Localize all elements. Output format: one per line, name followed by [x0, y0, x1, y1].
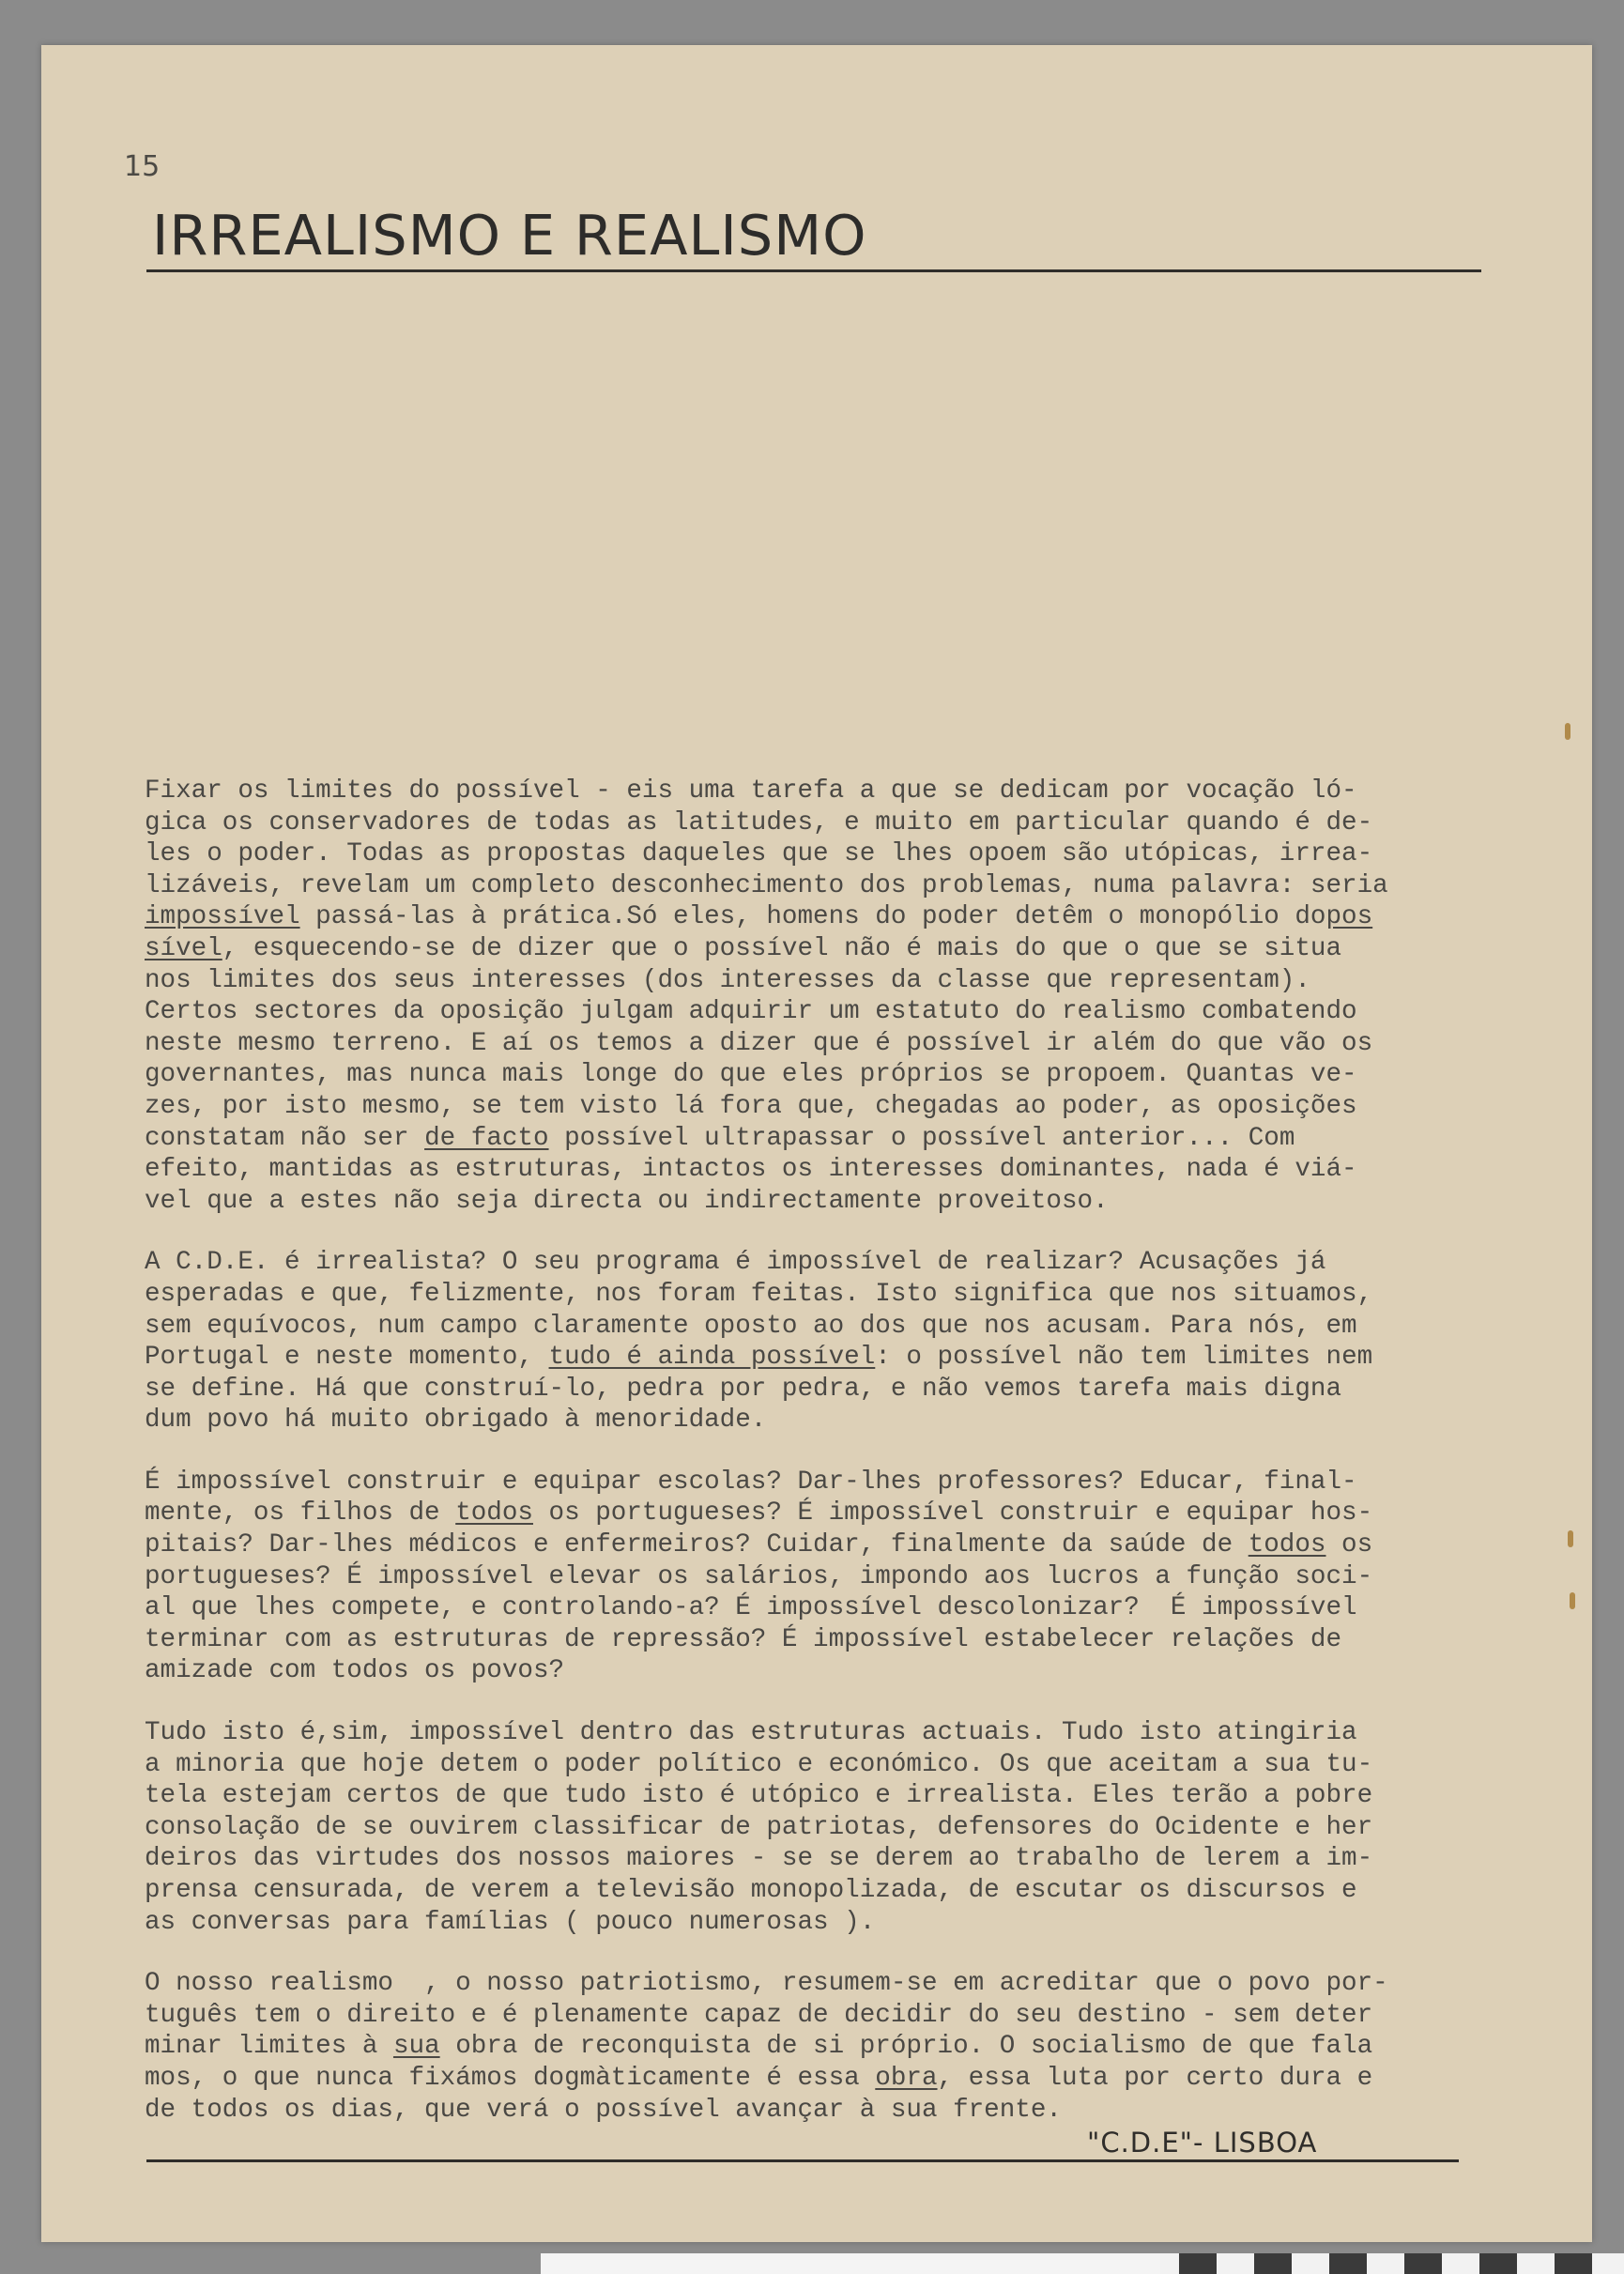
text-line — [145, 2063, 1478, 2095]
text-line — [145, 1498, 1478, 1529]
text-segment: les o poder. Todas as propostas daqueles que se lhes opoem são utópicas, irrea- — [145, 839, 1373, 869]
text-segment: obra de reconquista de si próprio. O socialismo de que fala — [439, 2032, 1373, 2062]
text-segment: prensa censurada, de verem a televisão monopolizada, de escutar os discursos e — [145, 1876, 1357, 1905]
text-segment: os — [1325, 1530, 1373, 1560]
text-line — [145, 1529, 1478, 1561]
underlined-text: sua — [392, 2032, 440, 2062]
text-segment: Tudo isto é,sim, impossível dentro das estruturas actuais. Tudo isto atingiria — [145, 1718, 1357, 1748]
color-scale-ruler — [541, 2253, 1624, 2274]
text-line — [145, 1968, 1478, 2000]
text-segment: efeito, mantidas as estruturas, intactos os interesses dominantes, nada é viá- — [145, 1155, 1357, 1185]
text-line — [145, 838, 1478, 870]
underlined-text: todos — [1248, 1530, 1326, 1560]
text-line — [145, 1405, 1478, 1437]
text-line — [145, 1028, 1478, 1060]
text-line — [145, 933, 1478, 965]
text-line — [145, 1123, 1478, 1155]
text-segment: se define. Há que construí-lo, pedra por pedra, e não vemos tarefa mais digna — [145, 1374, 1342, 1404]
text-segment: minar limites à — [145, 2032, 393, 2062]
text-segment: amizade com todos os povos? — [145, 1656, 565, 1686]
underlined-text: tudo é ainda possível — [548, 1343, 876, 1373]
text-segment: al que lhes compete, e controlando-a? É impossível descolonizar? É impossível — [145, 1593, 1357, 1623]
text-line — [145, 807, 1478, 839]
text-segment: esperadas e que, felizmente, nos foram feitas. Isto significa que nos situamos, — [145, 1279, 1373, 1309]
text-line — [145, 1875, 1478, 1907]
text-line — [145, 1717, 1478, 1749]
text-segment: O nosso realismo , o nosso patriotismo, resumem-se em acreditar que o povo por- — [145, 1969, 1388, 1999]
text-line — [145, 1592, 1478, 1624]
text-line — [145, 1812, 1478, 1844]
text-segment: possível ultrapassar o possível anterior... Com — [548, 1123, 1295, 1153]
text-segment: vel que a estes não seja directa ou indirectamente proveitoso. — [145, 1186, 1109, 1216]
text-line — [145, 1780, 1478, 1812]
text-segment: , esquecendo-se de dizer que o possível não é mais do que o que se situa — [222, 933, 1342, 963]
text-segment: governantes, mas nunca mais longe do que eles próprios se propoem. Quantas ve- — [145, 1060, 1357, 1090]
text-segment: portugueses? É impossível elevar os salários, impondo aos lucros a função soci- — [145, 1561, 1373, 1591]
signature: "C.D.E"- LISBOA — [1087, 2127, 1318, 2159]
text-line — [145, 870, 1478, 902]
text-line — [145, 1059, 1478, 1091]
staple-mark — [1568, 1530, 1573, 1547]
text-segment: É impossível construir e equipar escolas? Dar-lhes professores? Educar, final- — [145, 1467, 1357, 1497]
page-number: 15 — [124, 150, 161, 183]
text-segment: sem equívocos, num campo claramente oposto ao dos que nos acusam. Para nós, em — [145, 1311, 1357, 1341]
text-line — [145, 1279, 1478, 1311]
underlined-text: todos — [455, 1498, 533, 1529]
text-segment: Certos sectores da oposição julgam adquirir um estatuto do realismo combatendo — [145, 997, 1357, 1027]
text-segment: zes, por isto mesmo, se tem visto lá fora que, chegadas ao poder, as oposições — [145, 1091, 1357, 1121]
bottom-rule — [146, 2159, 1459, 2162]
text-segment: terminar com as estruturas de repressão? É impossível estabelecer relações de — [145, 1624, 1342, 1654]
underlined-text: pos — [1325, 902, 1373, 932]
text-line — [145, 1843, 1478, 1875]
paragraph — [145, 1717, 1478, 1938]
text-segment: nos limites dos seus interesses (dos interesses da classe que representam). — [145, 965, 1310, 995]
text-segment: Portugal e neste momento, — [145, 1343, 549, 1373]
text-segment: as conversas para famílias ( pouco numerosas ). — [145, 1907, 876, 1937]
text-line — [145, 1561, 1478, 1593]
text-segment: Fixar os limites do possível - eis uma tarefa a que se dedicam por vocação ló- — [145, 776, 1357, 806]
text-line — [145, 1467, 1478, 1498]
text-line — [145, 1624, 1478, 1656]
text-segment: , essa luta por certo dura e — [937, 2063, 1373, 2093]
staple-mark — [1565, 723, 1570, 740]
underlined-text: impossível — [145, 902, 300, 932]
underlined-text: de facto — [424, 1123, 549, 1153]
title-underline — [146, 269, 1481, 272]
text-line — [145, 965, 1478, 997]
text-segment: pitais? Dar-lhes médicos e enfermeiros? Cuidar, finalmente da saúde de — [145, 1530, 1249, 1560]
document-title: IRREALISMO E REALISMO — [152, 203, 867, 268]
underlined-text: sível — [145, 933, 222, 963]
text-segment: de todos os dias, que verá o possível avançar à sua frente. — [145, 2095, 1062, 2125]
ruler-white-segment — [541, 2253, 1160, 2274]
text-line — [145, 1247, 1478, 1279]
text-line — [145, 1374, 1478, 1406]
text-segment: consolação de se ouvirem classificar de patriotas, defensores do Ocidente e her — [145, 1812, 1373, 1842]
text-line — [145, 1749, 1478, 1781]
text-segment: neste mesmo terreno. E aí os temos a dizer que é possível ir além do que vão os — [145, 1028, 1373, 1058]
text-segment: : o possível não tem limites nem — [875, 1343, 1373, 1373]
text-line — [145, 2095, 1478, 2127]
text-segment: passá-las à prática.Só eles, homens do poder detêm o monopólio do — [299, 902, 1326, 932]
text-segment: A C.D.E. é irrealista? O seu programa é impossível de realizar? Acusações já — [145, 1248, 1326, 1278]
text-segment: constatam não ser — [145, 1123, 425, 1153]
text-segment: os portugueses? É impossível construir e equipar hos- — [532, 1498, 1373, 1529]
text-line — [145, 2000, 1478, 2032]
text-segment: mos, o que nunca fixámos dogmàticamente é essa — [145, 2063, 876, 2093]
text-segment: a minoria que hoje detem o poder político e económico. Os que aceitam a sua tu- — [145, 1749, 1373, 1779]
text-line — [145, 1311, 1478, 1343]
text-line — [145, 1655, 1478, 1687]
text-line — [145, 901, 1478, 933]
text-line — [145, 1154, 1478, 1186]
underlined-text: obra — [875, 2063, 938, 2093]
text-line — [145, 1091, 1478, 1123]
text-segment: lizáveis, revelam um completo desconhecimento dos problemas, numa palavra: seria — [145, 870, 1388, 900]
paragraph — [145, 1467, 1478, 1687]
paragraph — [145, 776, 1478, 1217]
text-segment: deiros das virtudes dos nossos maiores - se se derem ao trabalho de lerem a im- — [145, 1844, 1373, 1874]
paragraph — [145, 1968, 1478, 2126]
text-line — [145, 1907, 1478, 1939]
paragraph — [145, 1247, 1478, 1437]
staple-mark — [1570, 1592, 1575, 1609]
text-line — [145, 1342, 1478, 1374]
text-segment: mente, os filhos de — [145, 1498, 456, 1529]
text-segment: dum povo há muito obrigado à menoridade. — [145, 1406, 767, 1436]
text-segment: tuguês tem o direito e é plenamente capaz de decidir do seu destino - sem deter — [145, 2000, 1373, 2030]
text-line — [145, 996, 1478, 1028]
text-segment: gica os conservadores de todas as latitudes, e muito em particular quando é de- — [145, 807, 1373, 837]
text-segment: tela estejam certos de que tudo isto é utópico e irrealista. Eles terão a pobre — [145, 1781, 1373, 1811]
document-body — [145, 776, 1478, 2156]
text-line — [145, 776, 1478, 807]
text-line — [145, 1186, 1478, 1218]
text-line — [145, 2031, 1478, 2063]
